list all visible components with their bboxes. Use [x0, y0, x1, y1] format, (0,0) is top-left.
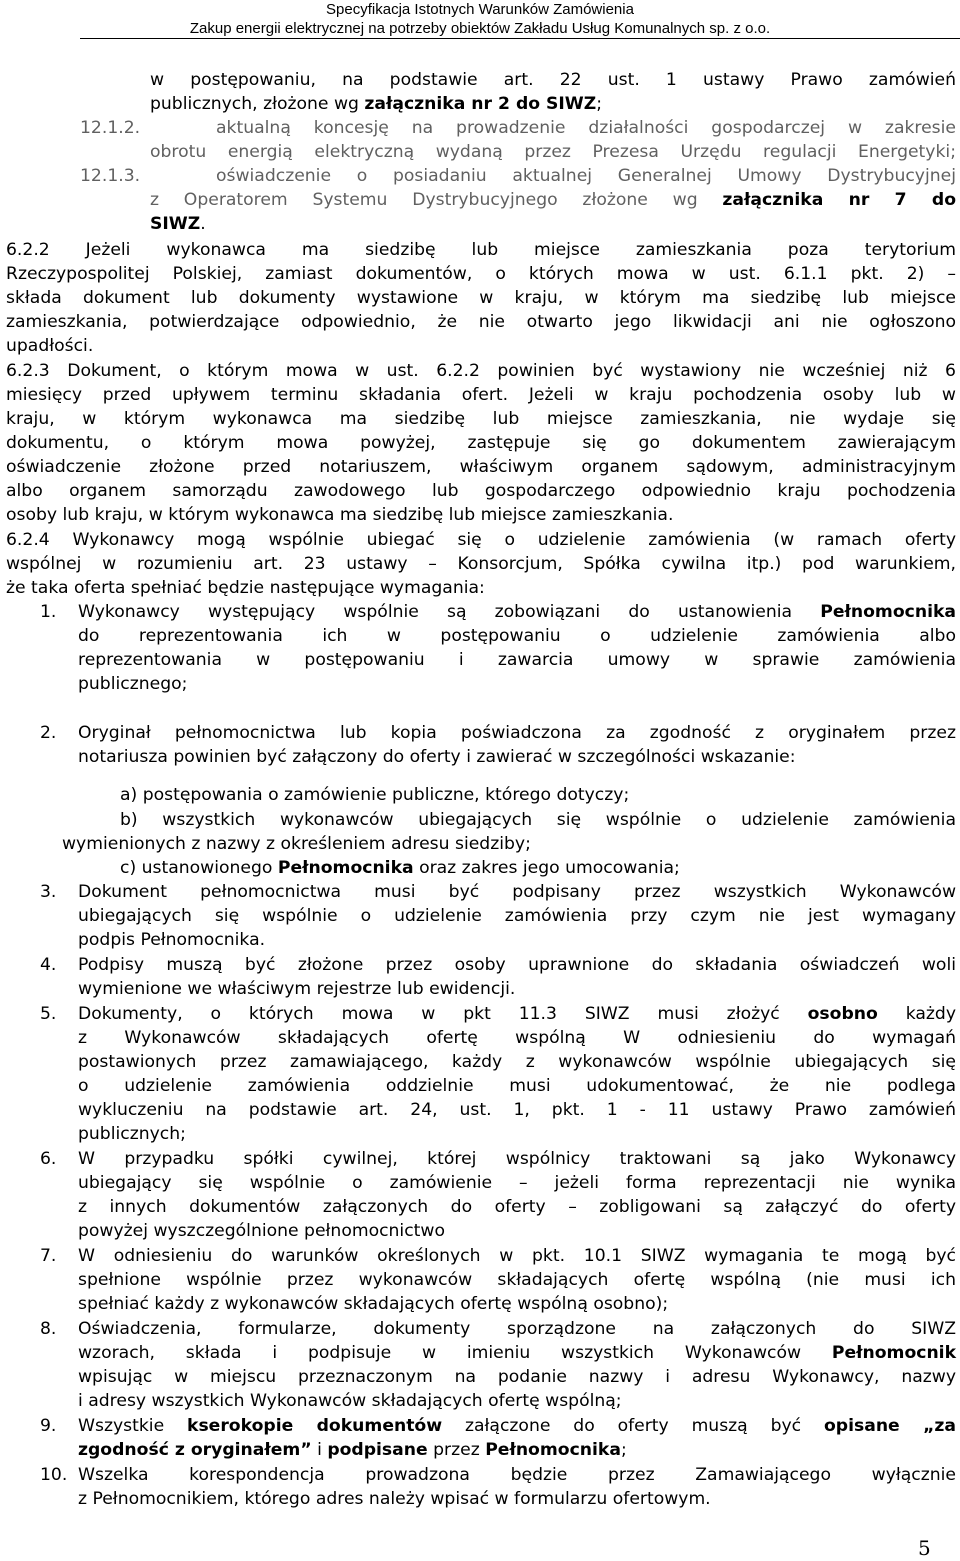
list-item-9-line-1	[78, 1414, 956, 1438]
list-item-6-line-3: z innych dokumentów załączonych do oferty – zobligowani są załączyć do oferty	[78, 1197, 956, 1217]
paragraph-6-2-2-line-3: składa dokument lub dokumenty wystawione w kraju, w którym ma siedzibę lub miejsce	[6, 288, 956, 308]
emphasis: podpisane	[327, 1440, 428, 1460]
list-number-8: 8.	[40, 1319, 57, 1339]
list-item-8-line-1: Oświadczenia, formularze, dokumenty sporządzone na załączonych do SIWZ	[78, 1319, 956, 1339]
paragraph-6-2-4-line-1: 6.2.4 Wykonawcy mogą wspólnie ubiegać się o udzielenie zamówienia (w ramach oferty	[6, 530, 956, 550]
emphasis: Pełnomocnika	[485, 1440, 621, 1460]
paragraph-6-2-2-line-2: Rzeczypospolitej Polskiej, zamiast dokumentów, o których mowa w ust. 6.1.1 pkt. 2) –	[6, 264, 956, 284]
header-title: Specyfikacja Istotnych Warunków Zamówienia	[326, 1, 634, 18]
list-item-7-line-2: spełnione wspólnie przez wykonawców składających ofertę wspólną (nie musi ich	[78, 1270, 956, 1290]
paragraph-6-2-3-line-3: kraju, w którym wykonawca ma siedzibę lub miejsce zamieszkania, nie wydaje się	[6, 409, 956, 429]
attachment-ref: załącznika nr 7 do	[722, 190, 956, 210]
list-item-6-line-2: ubiegający się wspólnie o zamówienie – jeżeli forma reprezentacji nie wynika	[78, 1173, 956, 1193]
list-number-6: 6.	[40, 1149, 57, 1169]
sub-item-b-line-2: wymienionych z nazwy z określeniem adresu siedziby;	[62, 834, 531, 854]
paragraph-6-2-3-line-7: osoby lub kraju, w którym wykonawca ma siedzibę lub miejsce zamieszkania.	[6, 505, 674, 525]
list-item-2-line-2: notariusza powinien być załączony do oferty i zawierać w szczególności wskazanie:	[78, 747, 796, 767]
paragraph-6-2-4-line-2: wspólnej w rozumieniu art. 23 ustawy – Konsorcjum, Spółka cywilna itp.) pod warunkiem,	[6, 554, 956, 574]
section-12-1-2-line-2: obrotu energią elektryczną wydaną przez Prezesa Urzędu regulacji Energetyki;	[150, 142, 956, 162]
list-item-8-line-2	[78, 1341, 956, 1365]
list-number-5: 5.	[40, 1004, 57, 1024]
section-12-1-1-line-2	[150, 92, 602, 116]
list-item-5-line-4: o udzielenie zamówienia oddzielnie musi udokumentować, że nie podlega	[78, 1076, 956, 1096]
paragraph-6-2-3-line-1: 6.2.3 Dokument, o którym mowa w ust. 6.2.2 powinien być wystawiony nie wcześniej niż 6	[6, 361, 956, 381]
paragraph-6-2-2-line-1: 6.2.2 Jeżeli wykonawca ma siedzibę lub miejsce zamieszkania poza terytorium	[6, 240, 956, 260]
emphasis: opisane „za	[823, 1416, 956, 1436]
list-number-3: 3.	[40, 882, 57, 902]
emphasis: Pełnomocnika	[277, 858, 414, 878]
list-number-9: 9.	[40, 1416, 57, 1436]
list-number-4: 4.	[40, 955, 57, 975]
section-12-1-3-line-3	[150, 212, 206, 236]
list-item-5-line-1	[78, 1002, 956, 1026]
list-item-1-line-4: publicznego;	[78, 674, 188, 694]
list-item-6-line-4: powyżej wyszczególnione pełnomocnictwo	[78, 1221, 445, 1241]
paragraph-6-2-3-line-6: albo organem samorządu zawodowego lub gospodarczego odpowiednio kraju pochodzenia	[6, 481, 956, 501]
text: każdy	[877, 1004, 956, 1024]
emphasis: Pełnomocnik	[831, 1343, 956, 1363]
emphasis: Pełnomocnika	[820, 602, 956, 622]
section-12-1-3-number: 12.1.3.	[80, 166, 141, 186]
text: przez	[427, 1440, 486, 1460]
section-12-1-3-line-2	[150, 188, 956, 212]
list-item-5-line-6: publicznych;	[78, 1124, 186, 1144]
list-item-3-line-2: ubiegających się wspólnie o udzielenie zamówienia przy czym nie jest wymagany	[78, 906, 956, 926]
page-number: 5	[918, 1536, 931, 1560]
list-item-6-line-1: W przypadku spółki cywilnej, której wspólnicy traktowani są jako Wykonawcy	[78, 1149, 956, 1169]
list-item-5-line-5: wykluczeniu na podstawie art. 24, ust. 1, pkt. 1 - 11 ustawy Prawo zamówień	[78, 1100, 956, 1120]
list-number-10: 10.	[40, 1465, 68, 1485]
list-item-9-line-2	[78, 1438, 627, 1462]
text: Dokumenty, o których mowa w pkt 11.3 SIWZ musi złożyć	[78, 1004, 808, 1024]
header-rule	[80, 38, 960, 39]
section-12-1-1-line-1: w postępowaniu, na podstawie art. 22 ust. 1 ustawy Prawo zamówień	[150, 70, 956, 90]
text: i	[311, 1440, 328, 1460]
list-item-7-line-1: W odniesieniu do warunków określonych w pkt. 10.1 SIWZ wymagania te mogą być	[78, 1246, 956, 1266]
list-number-2: 2.	[40, 723, 57, 743]
list-item-4-line-1: Podpisy muszą być złożone przez osoby uprawnione do składania oświadczeń woli	[78, 955, 956, 975]
emphasis: osobno	[807, 1004, 878, 1024]
document-header	[0, 0, 960, 38]
list-item-8-line-4: i adresy wszystkich Wykonawców składających ofertę wspólną;	[78, 1391, 622, 1411]
text: .	[200, 214, 206, 234]
sub-item-a: a) postępowania o zamówienie publiczne, którego dotyczy;	[120, 785, 630, 805]
list-item-10-line-1: Wszelka korespondencja prowadzona będzie przez Zamawiającego wyłącznie	[78, 1465, 956, 1485]
section-12-1-2-number: 12.1.2.	[80, 118, 141, 138]
header-subtitle: Zakup energii elektrycznej na potrzeby obiektów Zakładu Usług Komunalnych sp. z o.o.	[189, 20, 771, 37]
sub-item-c	[120, 856, 680, 880]
emphasis: kserokopie dokumentów	[187, 1416, 443, 1436]
paragraph-6-2-4-line-3: że taka oferta spełniać będzie następujące wymagania:	[6, 578, 485, 598]
paragraph-6-2-3-line-5: oświadczenie złożone przed notariuszem, właściwym organem sądowym, administracyjnym	[6, 457, 956, 477]
list-number-7: 7.	[40, 1246, 57, 1266]
list-item-1-line-2: do reprezentowania ich w postępowaniu o udzielenie zamówienia albo	[78, 626, 956, 646]
list-item-8-line-3: wpisując w miejscu przeznaczonym na podanie nazwy i adresu Wykonawcy, nazwy	[78, 1367, 956, 1387]
list-item-3-line-1: Dokument pełnomocnictwa musi być podpisany przez wszystkich Wykonawców	[78, 882, 956, 902]
list-item-3-line-3: podpis Pełnomocnika.	[78, 930, 266, 950]
paragraph-6-2-2-line-4: zamieszkania, potwierdzające odpowiednio, że nie otwarto jego likwidacji ani nie ogłoszono	[6, 312, 956, 332]
section-12-1-2-line-1: aktualną koncesję na prowadzenie działalności gospodarczej w zakresie	[216, 118, 956, 138]
attachment-ref: załącznika nr 2 do SIWZ	[364, 94, 597, 114]
text: publicznych, złożone wg	[150, 94, 365, 114]
text: oraz zakres jego umocowania;	[413, 858, 680, 878]
list-item-7-line-3: spełniać każdy z wykonawców składających ofertę wspólną osobno);	[78, 1294, 669, 1314]
attachment-ref: SIWZ	[150, 214, 201, 234]
sub-item-b-line-1: b) wszystkich wykonawców ubiegających się wspólnie o udzielenie zamówienia	[120, 810, 956, 830]
paragraph-6-2-2-line-5: upadłości.	[6, 336, 94, 356]
text: z Operatorem Systemu Dystrybucyjnego złożone wg	[150, 190, 723, 210]
paragraph-6-2-3-line-2: miesięcy przed upływem terminu składania ofert. Jeżeli w kraju pochodzenia osoby lub w	[6, 385, 956, 405]
text: ;	[596, 94, 603, 114]
list-item-1-line-3: reprezentowania w postępowaniu i zawarcia umowy w sprawie zamówienia	[78, 650, 956, 670]
text: załączone do oferty muszą być	[442, 1416, 824, 1436]
list-item-4-line-2: wymienione we właściwym rejestrze lub ewidencji.	[78, 979, 516, 999]
text: Wszystkie	[78, 1416, 188, 1436]
list-number-1: 1.	[40, 602, 57, 622]
list-item-5-line-3: postawionych przez zamawiającego, każdy z wykonawców wspólnie ubiegających się	[78, 1052, 956, 1072]
section-12-1-3-line-1: oświadczenie o posiadaniu aktualnej Generalnej Umowy Dystrybucyjnej	[216, 166, 956, 186]
emphasis: zgodność z oryginałem”	[78, 1440, 312, 1460]
text: ;	[620, 1440, 627, 1460]
text: wzorach, składa i podpisuje w imieniu wszystkich Wykonawców	[78, 1343, 832, 1363]
text: c) ustanowionego	[120, 858, 278, 878]
list-item-1-line-1	[78, 600, 956, 624]
text: Wykonawcy występujący wspólnie są zobowiązani do ustanowienia	[78, 602, 821, 622]
list-item-2-line-1: Oryginał pełnomocnictwa lub kopia poświadczona za zgodność z oryginałem przez	[78, 723, 956, 743]
list-item-10-line-2: z Pełnomocnikiem, którego adres należy wpisać w formularzu ofertowym.	[78, 1489, 711, 1509]
paragraph-6-2-3-line-4: dokumentu, o którym mowa powyżej, zastępuje się go dokumentem zawierającym	[6, 433, 956, 453]
list-item-5-line-2: z Wykonawców składających ofertę wspólną W odniesieniu do wymagań	[78, 1028, 956, 1048]
